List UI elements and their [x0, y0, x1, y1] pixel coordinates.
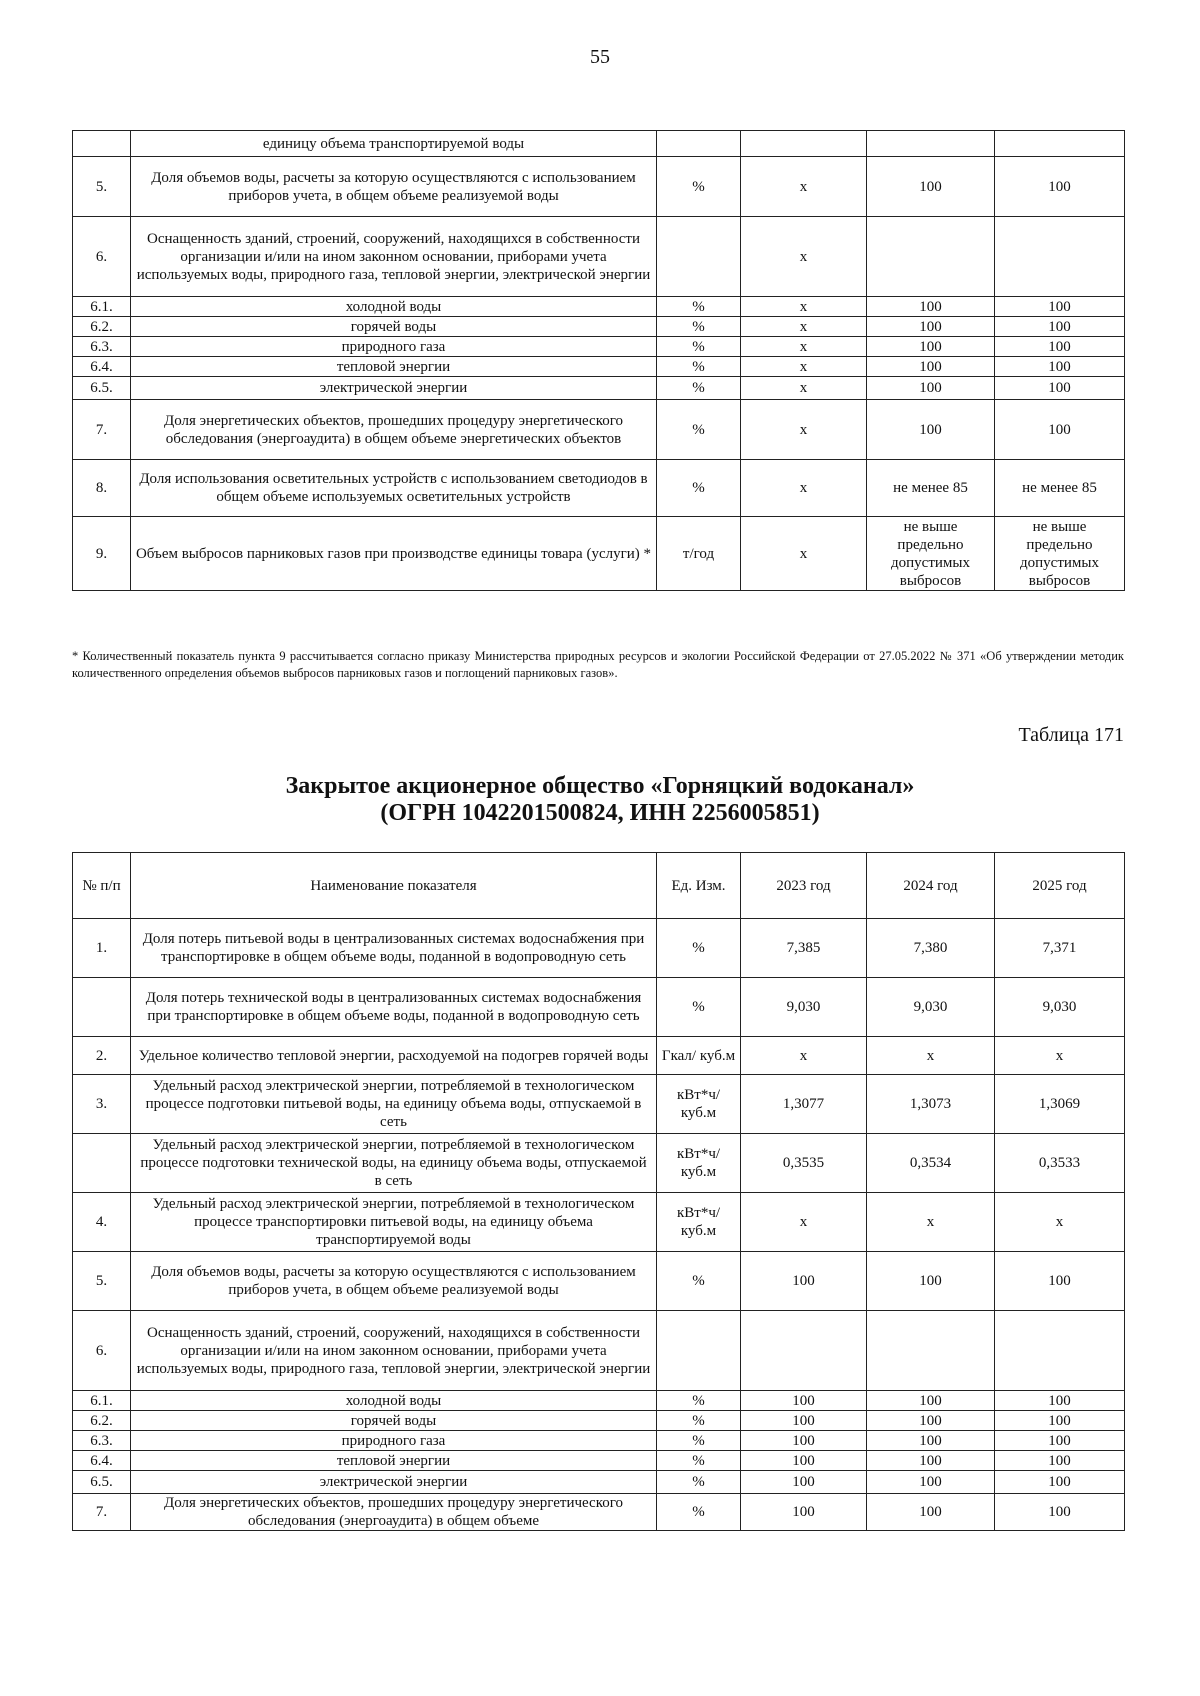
unit: % — [657, 460, 741, 517]
row-number: 6. — [73, 1311, 131, 1391]
row-number — [73, 131, 131, 157]
row-number: 6.1. — [73, 1391, 131, 1411]
table-row — [73, 1451, 1125, 1471]
table-label: Таблица 171 — [1018, 724, 1124, 746]
table-row — [73, 1431, 1125, 1451]
value-col-3: 100 — [995, 400, 1125, 460]
value-col-2: 9,030 — [867, 978, 995, 1037]
unit: % — [657, 377, 741, 400]
row-number: 7. — [73, 400, 131, 460]
unit: % — [657, 337, 741, 357]
value-col-2 — [867, 1311, 995, 1391]
value-col-1: х — [741, 157, 867, 217]
row-number: 8. — [73, 460, 131, 517]
row-number: 6.4. — [73, 357, 131, 377]
value-col-2: х — [867, 1193, 995, 1252]
header-unit: Ед. Изм. — [657, 853, 741, 919]
unit: Гкал/ куб.м — [657, 1037, 741, 1075]
indicator-name: горячей воды — [131, 317, 657, 337]
value-col-1: 100 — [741, 1411, 867, 1431]
indicator-name: холодной воды — [131, 297, 657, 317]
value-col-1: х — [741, 1037, 867, 1075]
value-col-2: не выше предельно допустимых выбросов — [867, 517, 995, 591]
row-number: 2. — [73, 1037, 131, 1075]
unit: % — [657, 297, 741, 317]
indicators-table-continued — [72, 130, 1125, 591]
row-number: 9. — [73, 517, 131, 591]
unit: кВт*ч/ куб.м — [657, 1193, 741, 1252]
value-col-1: х — [741, 517, 867, 591]
value-col-1: х — [741, 317, 867, 337]
table-row — [73, 1411, 1125, 1431]
value-col-2: 0,3534 — [867, 1134, 995, 1193]
indicator-name: Удельное количество тепловой энергии, расходуемой на подогрев горячей воды — [131, 1037, 657, 1075]
value-col-2: 100 — [867, 1451, 995, 1471]
value-col-1: 100 — [741, 1431, 867, 1451]
indicator-name: горячей воды — [131, 1411, 657, 1431]
value-col-3: 100 — [995, 1494, 1125, 1531]
unit — [657, 131, 741, 157]
value-col-3: 7,371 — [995, 919, 1125, 978]
value-col-2 — [867, 217, 995, 297]
value-col-3: 100 — [995, 317, 1125, 337]
row-number: 6.3. — [73, 1431, 131, 1451]
value-col-1: 100 — [741, 1451, 867, 1471]
value-col-2: 100 — [867, 400, 995, 460]
organization-ids: (ОГРН 1042201500824, ИНН 2256005851) — [380, 800, 820, 826]
value-col-2: 100 — [867, 157, 995, 217]
row-number: 6.3. — [73, 337, 131, 357]
indicator-name: Доля потерь питьевой воды в централизованных системах водоснабжения при транспортировке в общем объеме воды, поданной в водопроводную сеть — [131, 919, 657, 978]
value-col-1: 0,3535 — [741, 1134, 867, 1193]
value-col-3: не менее 85 — [995, 460, 1125, 517]
row-number: 6.2. — [73, 317, 131, 337]
row-number: 4. — [73, 1193, 131, 1252]
value-col-3: х — [995, 1037, 1125, 1075]
value-col-1: х — [741, 1193, 867, 1252]
unit: т/год — [657, 517, 741, 591]
table-row — [73, 400, 1125, 460]
row-number: 3. — [73, 1075, 131, 1134]
indicator-name: Оснащенность зданий, строений, сооружений, находящихся в собственности организации и/или на ином законном основании, приборами учета используемых воды, природного газа, тепловой энергии, электрической энергии — [131, 1311, 657, 1391]
value-col-3: 100 — [995, 377, 1125, 400]
indicator-name: Удельный расход электрической энергии, потребляемой в технологическом процессе подготовки технической воды, на единицу объема воды, отпускаемой в сеть — [131, 1134, 657, 1193]
value-col-1: 100 — [741, 1252, 867, 1311]
table-row — [73, 919, 1125, 978]
value-col-3: 100 — [995, 1471, 1125, 1494]
value-col-2: 100 — [867, 1431, 995, 1451]
table-row — [73, 1037, 1125, 1075]
table-row — [73, 517, 1125, 591]
table-row — [73, 131, 1125, 157]
indicator-name: Доля объемов воды, расчеты за которую осуществляются с использованием приборов учета, в общем объеме реализуемой воды — [131, 157, 657, 217]
table-row — [73, 337, 1125, 357]
value-col-3 — [995, 131, 1125, 157]
value-col-1: х — [741, 297, 867, 317]
value-col-1: х — [741, 460, 867, 517]
row-number: 1. — [73, 919, 131, 978]
value-col-2: 100 — [867, 1391, 995, 1411]
unit: % — [657, 1391, 741, 1411]
unit: % — [657, 919, 741, 978]
row-number — [73, 978, 131, 1037]
value-col-3: 9,030 — [995, 978, 1125, 1037]
table-row — [73, 1252, 1125, 1311]
indicator-name: электрической энергии — [131, 377, 657, 400]
value-col-3 — [995, 217, 1125, 297]
value-col-2: не менее 85 — [867, 460, 995, 517]
value-col-3: 100 — [995, 1252, 1125, 1311]
value-col-1: х — [741, 337, 867, 357]
header-2025: 2025 год — [995, 853, 1125, 919]
value-col-2: 1,3073 — [867, 1075, 995, 1134]
table-row — [73, 1471, 1125, 1494]
value-col-3: 0,3533 — [995, 1134, 1125, 1193]
value-col-2: 100 — [867, 377, 995, 400]
indicator-name: холодной воды — [131, 1391, 657, 1411]
indicator-name: Объем выбросов парниковых газов при производстве единицы товара (услуги) * — [131, 517, 657, 591]
value-col-2: 100 — [867, 317, 995, 337]
table-row — [73, 1193, 1125, 1252]
indicator-name: Доля объемов воды, расчеты за которую осуществляются с использованием приборов учета, в общем объеме реализуемой воды — [131, 1252, 657, 1311]
indicator-name: Доля потерь технической воды в централизованных системах водоснабжения при транспортировке в общем объеме воды, поданной в водопроводную сеть — [131, 978, 657, 1037]
unit: % — [657, 157, 741, 217]
value-col-3: 100 — [995, 1411, 1125, 1431]
indicator-name: природного газа — [131, 337, 657, 357]
unit: % — [657, 1431, 741, 1451]
table-row — [73, 217, 1125, 297]
value-col-3: х — [995, 1193, 1125, 1252]
value-col-1: х — [741, 357, 867, 377]
value-col-1: 7,385 — [741, 919, 867, 978]
unit — [657, 217, 741, 297]
value-col-2: 100 — [867, 297, 995, 317]
value-col-3: 100 — [995, 297, 1125, 317]
indicator-name: Удельный расход электрической энергии, потребляемой в технологическом процессе транспортировки питьевой воды, на единицу объема транспортируемой воды — [131, 1193, 657, 1252]
unit: кВт*ч/ куб.м — [657, 1075, 741, 1134]
page-number: 55 — [590, 46, 610, 68]
value-col-1: х — [741, 400, 867, 460]
header-2024: 2024 год — [867, 853, 995, 919]
value-col-3: 100 — [995, 1431, 1125, 1451]
row-number: 6.5. — [73, 1471, 131, 1494]
value-col-1: 100 — [741, 1471, 867, 1494]
row-number: 6. — [73, 217, 131, 297]
value-col-1: 100 — [741, 1391, 867, 1411]
table-row — [73, 1391, 1125, 1411]
unit: % — [657, 400, 741, 460]
value-col-3: не выше предельно допустимых выбросов — [995, 517, 1125, 591]
value-col-1 — [741, 131, 867, 157]
header-num: № п/п — [73, 853, 131, 919]
indicator-name: тепловой энергии — [131, 357, 657, 377]
unit: % — [657, 978, 741, 1037]
indicator-name: электрической энергии — [131, 1471, 657, 1494]
row-number: 6.1. — [73, 297, 131, 317]
value-col-2: 100 — [867, 1471, 995, 1494]
value-col-3: 1,3069 — [995, 1075, 1125, 1134]
value-col-1 — [741, 1311, 867, 1391]
unit: % — [657, 1494, 741, 1531]
table-row — [73, 1494, 1125, 1531]
footnote: * Количественный показатель пункта 9 рассчитывается согласно приказу Министерства природных ресурсов и экологии Российской Федерации от 27.05.2022 № 371 «Об утверждении методик количественного определения объемов выбросов парниковых газов и поглощений парниковых газов». — [72, 649, 1124, 680]
value-col-2 — [867, 131, 995, 157]
table-row — [73, 317, 1125, 337]
indicators-table — [72, 852, 1125, 1531]
value-col-2: 100 — [867, 337, 995, 357]
indicator-name: Доля энергетических объектов, прошедших процедуру энергетического обследования (энергоаудита) в общем объеме — [131, 1494, 657, 1531]
table-row — [73, 157, 1125, 217]
unit: % — [657, 1471, 741, 1494]
value-col-1: х — [741, 217, 867, 297]
value-col-1: 9,030 — [741, 978, 867, 1037]
indicator-name: природного газа — [131, 1431, 657, 1451]
value-col-3 — [995, 1311, 1125, 1391]
organization-title: Закрытое акционерное общество «Горняцкий водоканал» — [285, 773, 915, 799]
unit: % — [657, 1411, 741, 1431]
value-col-1: х — [741, 377, 867, 400]
value-col-2: 7,380 — [867, 919, 995, 978]
table-row — [73, 1134, 1125, 1193]
table-header-row — [73, 853, 1125, 919]
value-col-3: 100 — [995, 1451, 1125, 1471]
value-col-2: 100 — [867, 357, 995, 377]
table-row — [73, 1075, 1125, 1134]
row-number: 7. — [73, 1494, 131, 1531]
indicator-name: тепловой энергии — [131, 1451, 657, 1471]
indicator-name: Доля энергетических объектов, прошедших процедуру энергетического обследования (энергоаудита) в общем объеме энергетических объектов — [131, 400, 657, 460]
unit: % — [657, 1252, 741, 1311]
indicator-name: Удельный расход электрической энергии, потребляемой в технологическом процессе подготовки питьевой воды, на единицу объема воды, отпускаемой в сеть — [131, 1075, 657, 1134]
row-number: 6.2. — [73, 1411, 131, 1431]
value-col-3: 100 — [995, 357, 1125, 377]
table-row — [73, 460, 1125, 517]
value-col-2: 100 — [867, 1494, 995, 1531]
row-number: 5. — [73, 157, 131, 217]
table-row — [73, 377, 1125, 400]
unit: % — [657, 1451, 741, 1471]
indicator-name: Доля использования осветительных устройств с использованием светодиодов в общем объеме используемых осветительных устройств — [131, 460, 657, 517]
header-2023: 2023 год — [741, 853, 867, 919]
value-col-3: 100 — [995, 157, 1125, 217]
row-number: 5. — [73, 1252, 131, 1311]
header-name: Наименование показателя — [131, 853, 657, 919]
table-row — [73, 357, 1125, 377]
unit — [657, 1311, 741, 1391]
unit: кВт*ч/ куб.м — [657, 1134, 741, 1193]
table-row — [73, 1311, 1125, 1391]
row-number: 6.5. — [73, 377, 131, 400]
value-col-3: 100 — [995, 1391, 1125, 1411]
unit: % — [657, 317, 741, 337]
table-row — [73, 297, 1125, 317]
indicator-name: Оснащенность зданий, строений, сооружений, находящихся в собственности организации и/или на ином законном основании, приборами учета используемых воды, природного газа, тепловой энергии, электрической энергии — [131, 217, 657, 297]
row-number: 6.4. — [73, 1451, 131, 1471]
indicator-name: единицу объема транспортируемой воды — [131, 131, 657, 157]
value-col-2: х — [867, 1037, 995, 1075]
table-row — [73, 978, 1125, 1037]
unit: % — [657, 357, 741, 377]
value-col-3: 100 — [995, 337, 1125, 357]
value-col-2: 100 — [867, 1411, 995, 1431]
value-col-2: 100 — [867, 1252, 995, 1311]
value-col-1: 100 — [741, 1494, 867, 1531]
value-col-1: 1,3077 — [741, 1075, 867, 1134]
row-number — [73, 1134, 131, 1193]
